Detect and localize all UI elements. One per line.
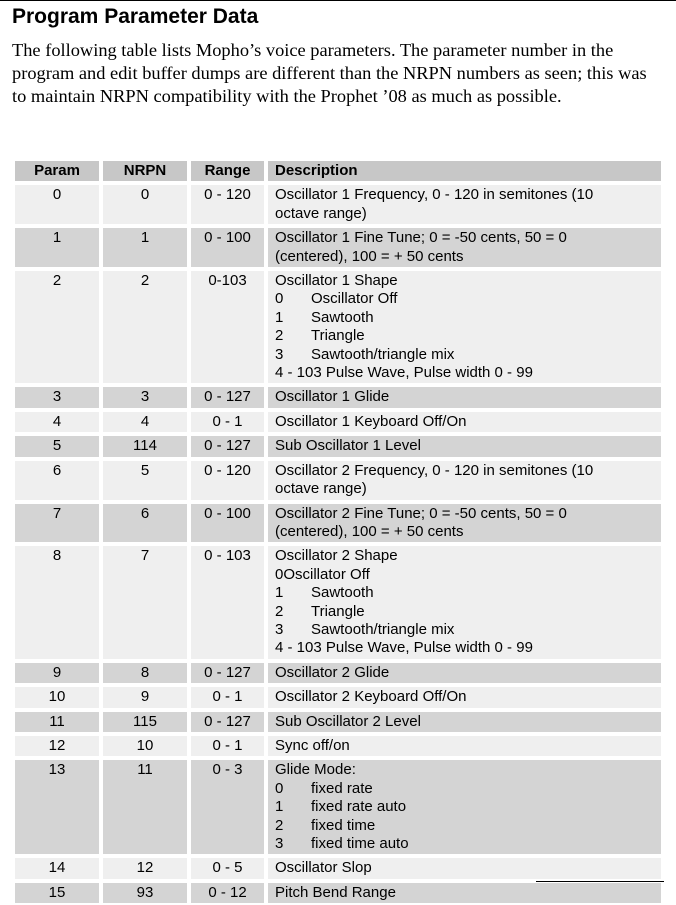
description-line: Oscillator 1 Frequency, 0 - 120 in semitones (10 xyxy=(275,186,594,204)
header-nrpn: NRPN xyxy=(103,161,187,181)
option-label: fixed time xyxy=(311,816,376,834)
description-cell xyxy=(268,436,661,456)
option-value: 2 xyxy=(275,327,284,345)
description-line xyxy=(275,603,658,621)
description-line: 4 - 103 Pulse Wave, Pulse width 0 - 99 xyxy=(275,364,533,382)
description-line xyxy=(275,835,658,853)
description-line xyxy=(275,584,658,602)
description-cell xyxy=(268,412,661,432)
table-row xyxy=(15,269,667,385)
parameter-table xyxy=(15,159,667,905)
nrpn-cell: 5 xyxy=(103,461,187,500)
param-cell: 4 xyxy=(15,412,99,432)
option-value: 3 xyxy=(275,620,284,638)
option-value: 0 xyxy=(275,290,284,308)
description-line xyxy=(275,780,658,798)
header-range: Range xyxy=(191,161,264,181)
nrpn-cell: 4 xyxy=(103,412,187,432)
description-line: Oscillator 2 Glide xyxy=(275,663,390,681)
description-cell xyxy=(268,271,661,383)
description-line: Oscillator 1 Keyboard Off/On xyxy=(275,412,467,430)
table-row xyxy=(15,502,667,545)
description-line: octave range) xyxy=(275,204,367,222)
param-cell: 13 xyxy=(15,760,99,854)
table-row xyxy=(15,734,667,758)
description-line xyxy=(275,290,658,308)
description-line: Glide Mode: xyxy=(275,761,356,779)
option-value: 1 xyxy=(275,798,284,816)
nrpn-cell: 7 xyxy=(103,546,187,658)
range-cell: 0 - 3 xyxy=(191,760,264,854)
param-cell: 3 xyxy=(15,387,99,407)
description-cell xyxy=(268,712,661,732)
param-cell: 5 xyxy=(15,436,99,456)
nrpn-cell: 10 xyxy=(103,736,187,756)
option-label: fixed time auto xyxy=(311,835,409,852)
option-value: 2 xyxy=(275,816,284,834)
table-row xyxy=(15,685,667,709)
range-cell: 0 - 127 xyxy=(191,712,264,732)
description-line: Sub Oscillator 2 Level xyxy=(275,712,421,730)
range-cell: 0 - 127 xyxy=(191,387,264,407)
param-cell: 2 xyxy=(15,271,99,383)
option-label: fixed rate auto xyxy=(311,798,407,816)
option-label: Sawtooth xyxy=(311,584,374,602)
table-row xyxy=(15,710,667,734)
description-line xyxy=(275,346,658,364)
nrpn-cell: 6 xyxy=(103,504,187,543)
option-label: Sawtooth/triangle mix xyxy=(311,620,455,638)
table-row xyxy=(15,385,667,409)
description-line: Oscillator 2 Keyboard Off/On xyxy=(275,688,467,706)
param-cell: 10 xyxy=(15,687,99,707)
description-line xyxy=(275,621,658,639)
description-cell xyxy=(268,387,661,407)
nrpn-cell: 0 xyxy=(103,185,187,224)
option-label: fixed rate xyxy=(311,779,373,797)
option-label: Oscillator Off xyxy=(311,290,398,308)
nrpn-cell: 1 xyxy=(103,228,187,267)
table-row xyxy=(15,434,667,458)
range-cell: 0 - 120 xyxy=(191,185,264,224)
description-cell xyxy=(268,185,661,224)
description-line xyxy=(275,327,658,345)
range-cell: 0 - 100 xyxy=(191,228,264,267)
footer-rule xyxy=(536,881,664,882)
nrpn-cell: 8 xyxy=(103,663,187,683)
param-cell: 1 xyxy=(15,228,99,267)
range-cell: 0 - 1 xyxy=(191,687,264,707)
table-row xyxy=(15,410,667,434)
table-row xyxy=(15,459,667,502)
range-cell: 0 - 120 xyxy=(191,461,264,500)
table-header-row xyxy=(15,159,667,183)
description-line: Sub Oscillator 1 Level xyxy=(275,437,421,455)
option-value: 2 xyxy=(275,602,284,620)
description-cell xyxy=(268,663,661,683)
option-label: Triangle xyxy=(311,602,365,620)
nrpn-cell: 3 xyxy=(103,387,187,407)
range-cell: 0 - 12 xyxy=(191,883,264,903)
description-cell xyxy=(268,883,661,903)
description-cell xyxy=(268,760,661,854)
table-row xyxy=(15,856,667,880)
description-line: Oscillator 2 Shape xyxy=(275,547,398,565)
description-cell xyxy=(268,546,661,658)
description-cell xyxy=(268,687,661,707)
range-cell: 0 - 127 xyxy=(191,436,264,456)
description-cell xyxy=(268,504,661,543)
option-value: 3 xyxy=(275,835,284,852)
top-rule xyxy=(0,0,676,1)
nrpn-cell: 2 xyxy=(103,271,187,383)
range-cell: 0 - 1 xyxy=(191,412,264,432)
param-cell: 0 xyxy=(15,185,99,224)
table-row xyxy=(15,544,667,660)
description-line xyxy=(275,309,658,327)
header-param: Param xyxy=(15,161,99,181)
param-cell: 8 xyxy=(15,546,99,658)
range-cell: 0 - 127 xyxy=(191,663,264,683)
param-cell: 6 xyxy=(15,461,99,500)
description-cell xyxy=(268,461,661,500)
option-value: 1 xyxy=(275,308,284,326)
range-cell: 0 - 103 xyxy=(191,546,264,658)
description-line xyxy=(275,817,658,835)
option-label: Sawtooth xyxy=(311,308,374,326)
description-line: (centered), 100 = + 50 cents xyxy=(275,247,464,265)
range-cell: 0 - 100 xyxy=(191,504,264,543)
description-line: (centered), 100 = + 50 cents xyxy=(275,522,464,540)
option-value: 3 xyxy=(275,345,284,363)
description-cell xyxy=(268,736,661,756)
description-line: Oscillator 1 Shape xyxy=(275,272,398,290)
description-line xyxy=(275,798,658,816)
option-label: Sawtooth/triangle mix xyxy=(311,345,455,363)
range-cell: 0 - 5 xyxy=(191,858,264,878)
description-line: 0Oscillator Off xyxy=(275,565,370,583)
nrpn-cell: 114 xyxy=(103,436,187,456)
param-cell: 9 xyxy=(15,663,99,683)
table-row xyxy=(15,226,667,269)
description-line: Oscillator 1 Glide xyxy=(275,388,390,406)
description-line: Oscillator 1 Fine Tune; 0 = -50 cents, 50 = 0 xyxy=(275,229,567,247)
nrpn-cell: 115 xyxy=(103,712,187,732)
option-value: 0 xyxy=(275,779,284,797)
description-line: Pitch Bend Range xyxy=(275,883,396,901)
description-line: Oscillator 2 Frequency, 0 - 120 in semitones (10 xyxy=(275,461,594,479)
description-cell xyxy=(268,228,661,267)
nrpn-cell: 12 xyxy=(103,858,187,878)
description-line: 4 - 103 Pulse Wave, Pulse width 0 - 99 xyxy=(275,639,533,657)
table-row xyxy=(15,881,667,905)
param-cell: 15 xyxy=(15,883,99,903)
range-cell: 0 - 1 xyxy=(191,736,264,756)
table-row xyxy=(15,758,667,856)
description-line: Oscillator 2 Fine Tune; 0 = -50 cents, 50 = 0 xyxy=(275,504,567,522)
description-line: octave range) xyxy=(275,480,367,498)
nrpn-cell: 9 xyxy=(103,687,187,707)
range-cell: 0-103 xyxy=(191,271,264,383)
param-cell: 11 xyxy=(15,712,99,732)
description-line: Sync off/on xyxy=(275,736,350,754)
header-description: Description xyxy=(268,161,661,181)
intro-paragraph: The following table lists Mopho’s voice parameters. The parameter number in the program and edit buffer dumps are different than the NRPN numbers as seen; this was to maintain NRPN compatibility with the Prophet ’08 as much as possible. xyxy=(12,40,647,106)
description-line: Oscillator Slop xyxy=(275,859,372,877)
table-row xyxy=(15,661,667,685)
nrpn-cell: 11 xyxy=(103,760,187,854)
section-title: Program Parameter Data xyxy=(12,5,259,28)
param-cell: 12 xyxy=(15,736,99,756)
table-row xyxy=(15,183,667,226)
param-cell: 7 xyxy=(15,504,99,543)
param-cell: 14 xyxy=(15,858,99,878)
option-value: 1 xyxy=(275,584,284,602)
nrpn-cell: 93 xyxy=(103,883,187,903)
description-cell xyxy=(268,858,661,878)
option-label: Triangle xyxy=(311,327,365,345)
